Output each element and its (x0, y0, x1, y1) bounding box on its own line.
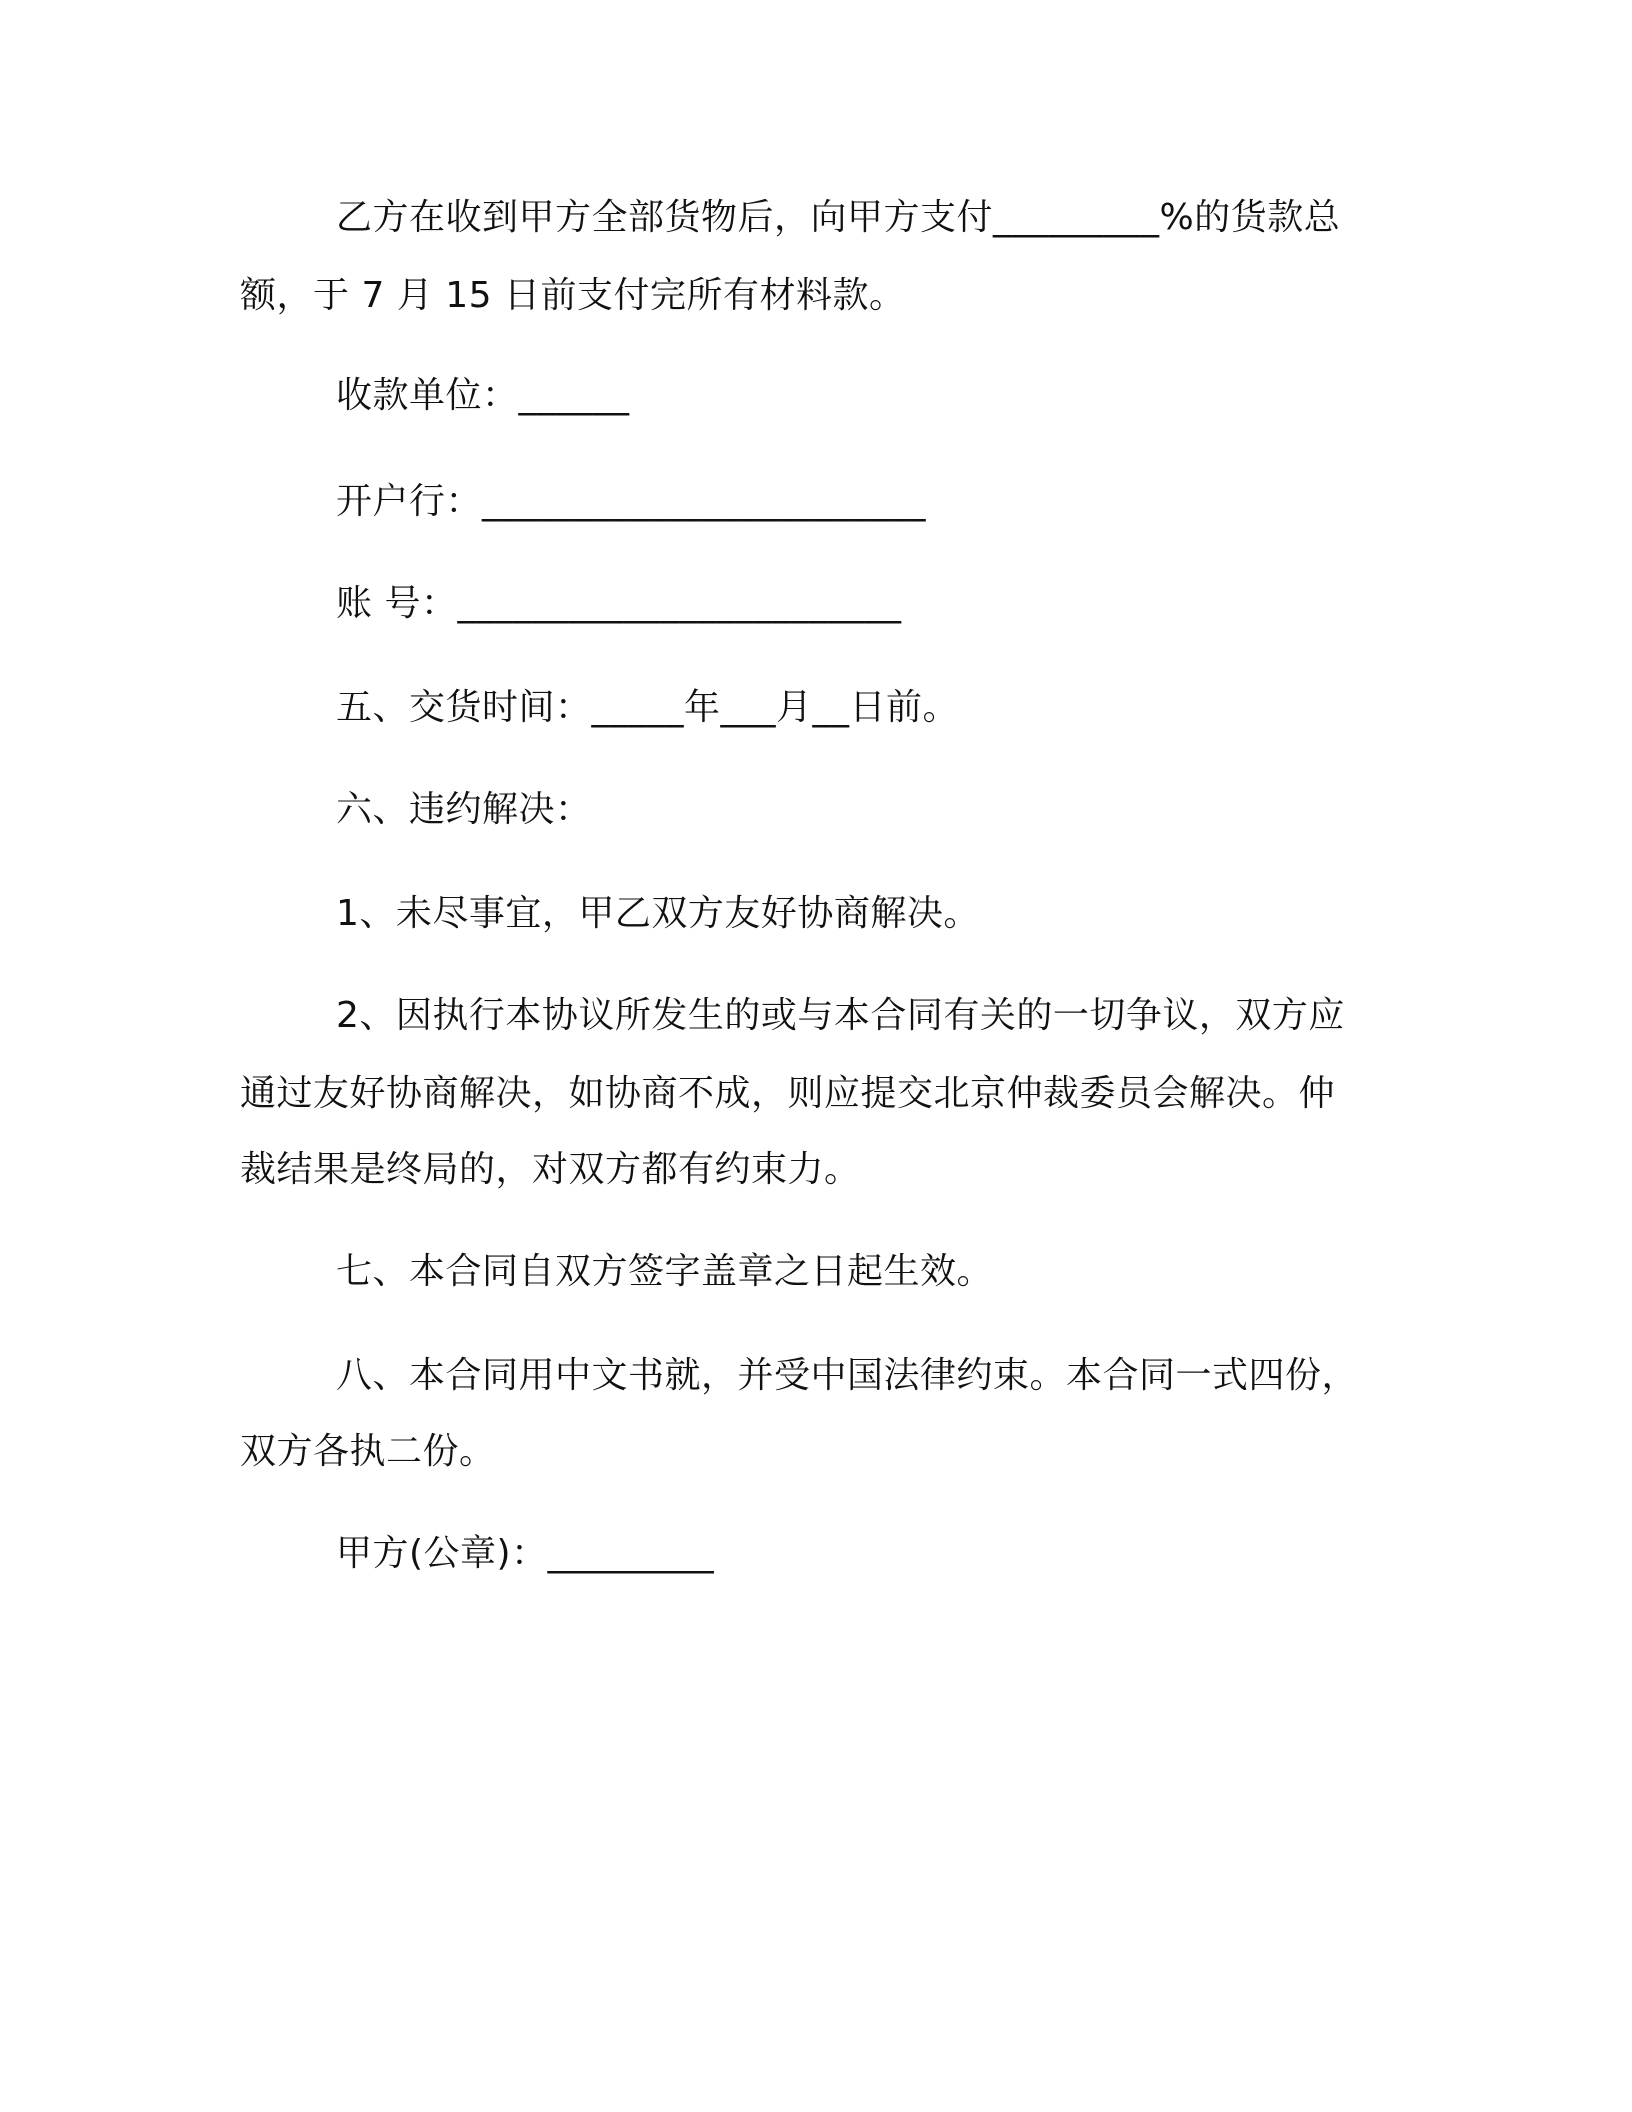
breach-resolution-heading: 六、违约解决： (336, 789, 592, 830)
breach-item-2-line-2: 通过友好协商解决，如协商不成，则应提交北京仲裁委员会解决。仲 (240, 1073, 1336, 1114)
payment-clause-line-2: 额，于 7 月 15 日前支付完所有材料款。 (240, 275, 906, 316)
party-a-seal-field: 甲方(公章)：_________ (336, 1533, 715, 1574)
payment-clause-line-1: 乙方在收到甲方全部货物后，向甲方支付_________%的货款总 (336, 197, 1341, 238)
language-clause-line-1: 八、本合同用中文书就，并受中国法律约束。本合同一式四份， (336, 1355, 1359, 1396)
breach-item-2-line-1: 2、因执行本协议所发生的或与本合同有关的一切争议，双方应 (336, 995, 1345, 1036)
account-number-field: 账 号：________________________ (336, 583, 902, 624)
breach-item-2-line-3: 裁结果是终局的，对双方都有约束力。 (240, 1149, 861, 1190)
bank-field: 开户行：________________________ (336, 481, 927, 522)
delivery-time-clause: 五、交货时间：_____年___月__日前。 (336, 687, 960, 728)
effective-clause: 七、本合同自双方签字盖章之日起生效。 (336, 1251, 994, 1292)
payee-unit-field: 收款单位：______ (336, 375, 630, 416)
language-clause-line-2: 双方各执二份。 (240, 1431, 496, 1472)
breach-item-1: 1、未尽事宜，甲乙双方友好协商解决。 (336, 893, 980, 934)
